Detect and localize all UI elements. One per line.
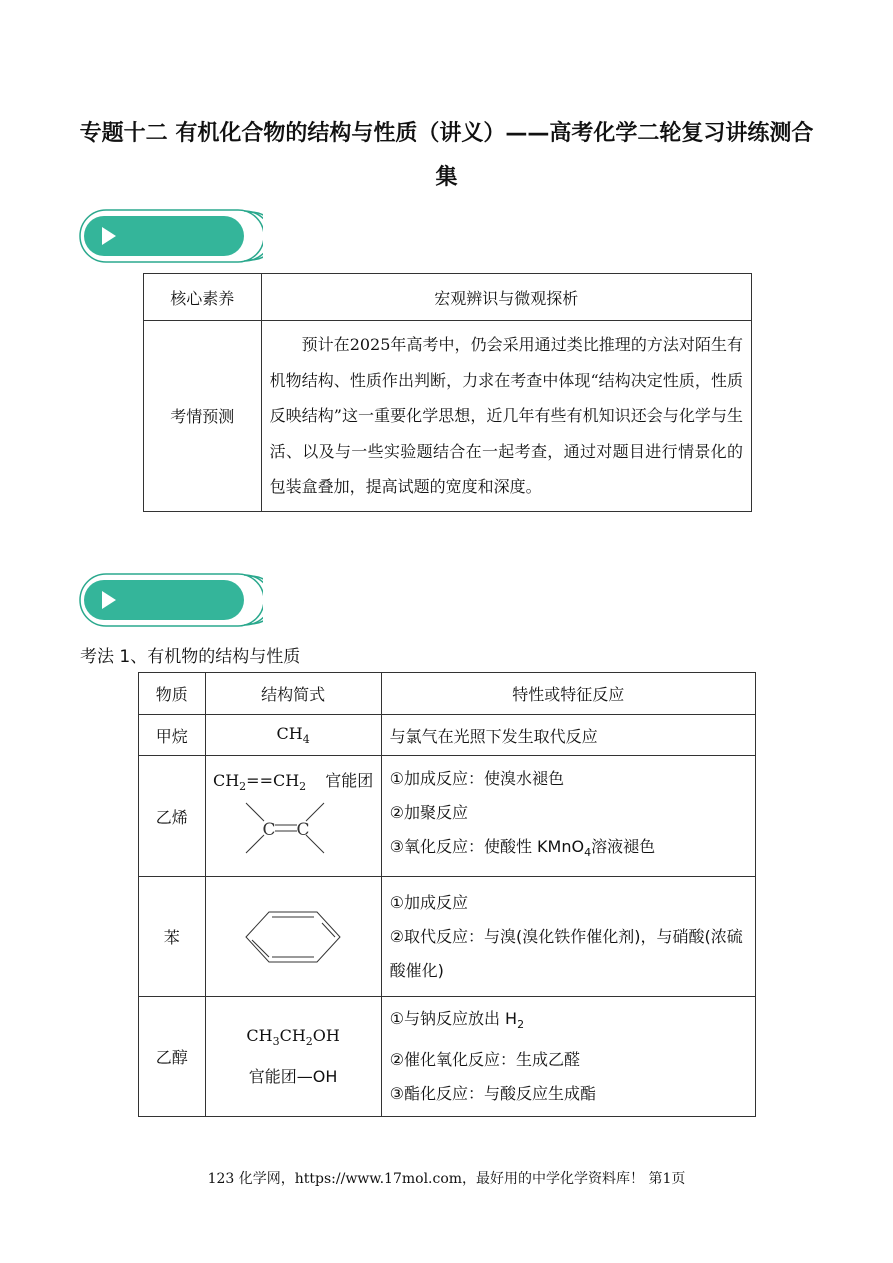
table-row: [139, 756, 756, 877]
ethanol-reaction-1: ①与钠反应放出 $H_2$: [389, 1009, 525, 1032]
benzene-ring-diagram: [238, 902, 348, 972]
benzene-reaction-1: ①加成反应: [389, 892, 468, 912]
table-row: [139, 715, 756, 756]
ethanol-structure: [205, 997, 381, 1117]
carbon-atom-left: C: [262, 820, 276, 841]
prediction-text: 预计在2025年高考中，仍会采用通过类比推理的方法对陌生有机物结构、性质作出判断，力求在考查中体现“结构决定性质，性质反映结构”这一重要化学思想，近几年有些有机知识还会与化学与生活、以及与一些实验题结合在一起考查，通过对题目进行情景化的包装盒叠加，提高试题的宽度和深度。: [269, 335, 743, 496]
literacy-table: [143, 273, 752, 512]
ethene-name: 乙烯: [139, 756, 206, 877]
methane-formula: $CH_4$: [205, 715, 381, 756]
ethanol-reaction-3: ③酯化反应：与酸反应生成酯: [389, 1083, 596, 1103]
ethanol-name: 乙醇: [139, 997, 206, 1117]
ethanol-reactions: [381, 997, 755, 1117]
carbon-atom-right: C: [296, 820, 310, 841]
benzene-structure: [205, 877, 381, 997]
ethanol-reaction-2: ②催化氧化反应：生成乙醛: [389, 1049, 580, 1069]
cc-double-bond-diagram: [206, 795, 381, 865]
properties-table: [138, 672, 756, 1117]
page-title: 专题十二 有机化合物的结构与性质（讲义）——高考化学二轮复习讲练测合集: [79, 121, 814, 190]
play-ribbon-icon: [78, 572, 263, 628]
section-ribbon-2: [78, 572, 263, 628]
ethene-structure: [205, 756, 381, 877]
page-footer: 123 化学网，https://www.17mol.com，最好用的中学化学资料库！ 第1页: [207, 1171, 686, 1187]
prediction-label: 考情预测: [144, 321, 262, 512]
benzene-reactions: [381, 877, 755, 997]
ethene-reaction-2: ②加聚反应: [389, 802, 468, 822]
ethene-formula: $CH_2==CH_2$ 官能团: [212, 771, 374, 794]
header-substance: 物质: [139, 673, 206, 715]
ethene-reactions: [381, 756, 755, 877]
play-ribbon-icon: [78, 208, 263, 264]
header-structure: 结构简式: [205, 673, 381, 715]
ethanol-formula: $CH_3CH_2OH$: [246, 1026, 340, 1049]
methane-name: 甲烷: [139, 715, 206, 756]
table-row: [139, 997, 756, 1117]
section-ribbon-1: [78, 208, 263, 264]
ethene-reaction-1: ①加成反应：使溴水褪色: [389, 768, 564, 788]
benzene-name: 苯: [139, 877, 206, 997]
header-reaction: 特性或特征反应: [381, 673, 755, 715]
ethanol-functional-group: 官能团—OH: [248, 1066, 338, 1086]
benzene-reaction-2: ②取代反应：与溴(溴化铁作催化剂)，与硝酸(浓硫酸催化): [389, 926, 743, 980]
literacy-value: 宏观辨识与微观探析: [261, 274, 751, 321]
ethene-reaction-3: ③氧化反应：使酸性 KMnO$_4$溶液褪色: [389, 836, 656, 860]
section-label: 考法 1、有机物的结构与性质: [80, 647, 301, 667]
literacy-label: 核心素养: [144, 274, 262, 321]
table-row: [139, 877, 756, 997]
methane-reaction: 与氯气在光照下发生取代反应: [381, 715, 755, 756]
